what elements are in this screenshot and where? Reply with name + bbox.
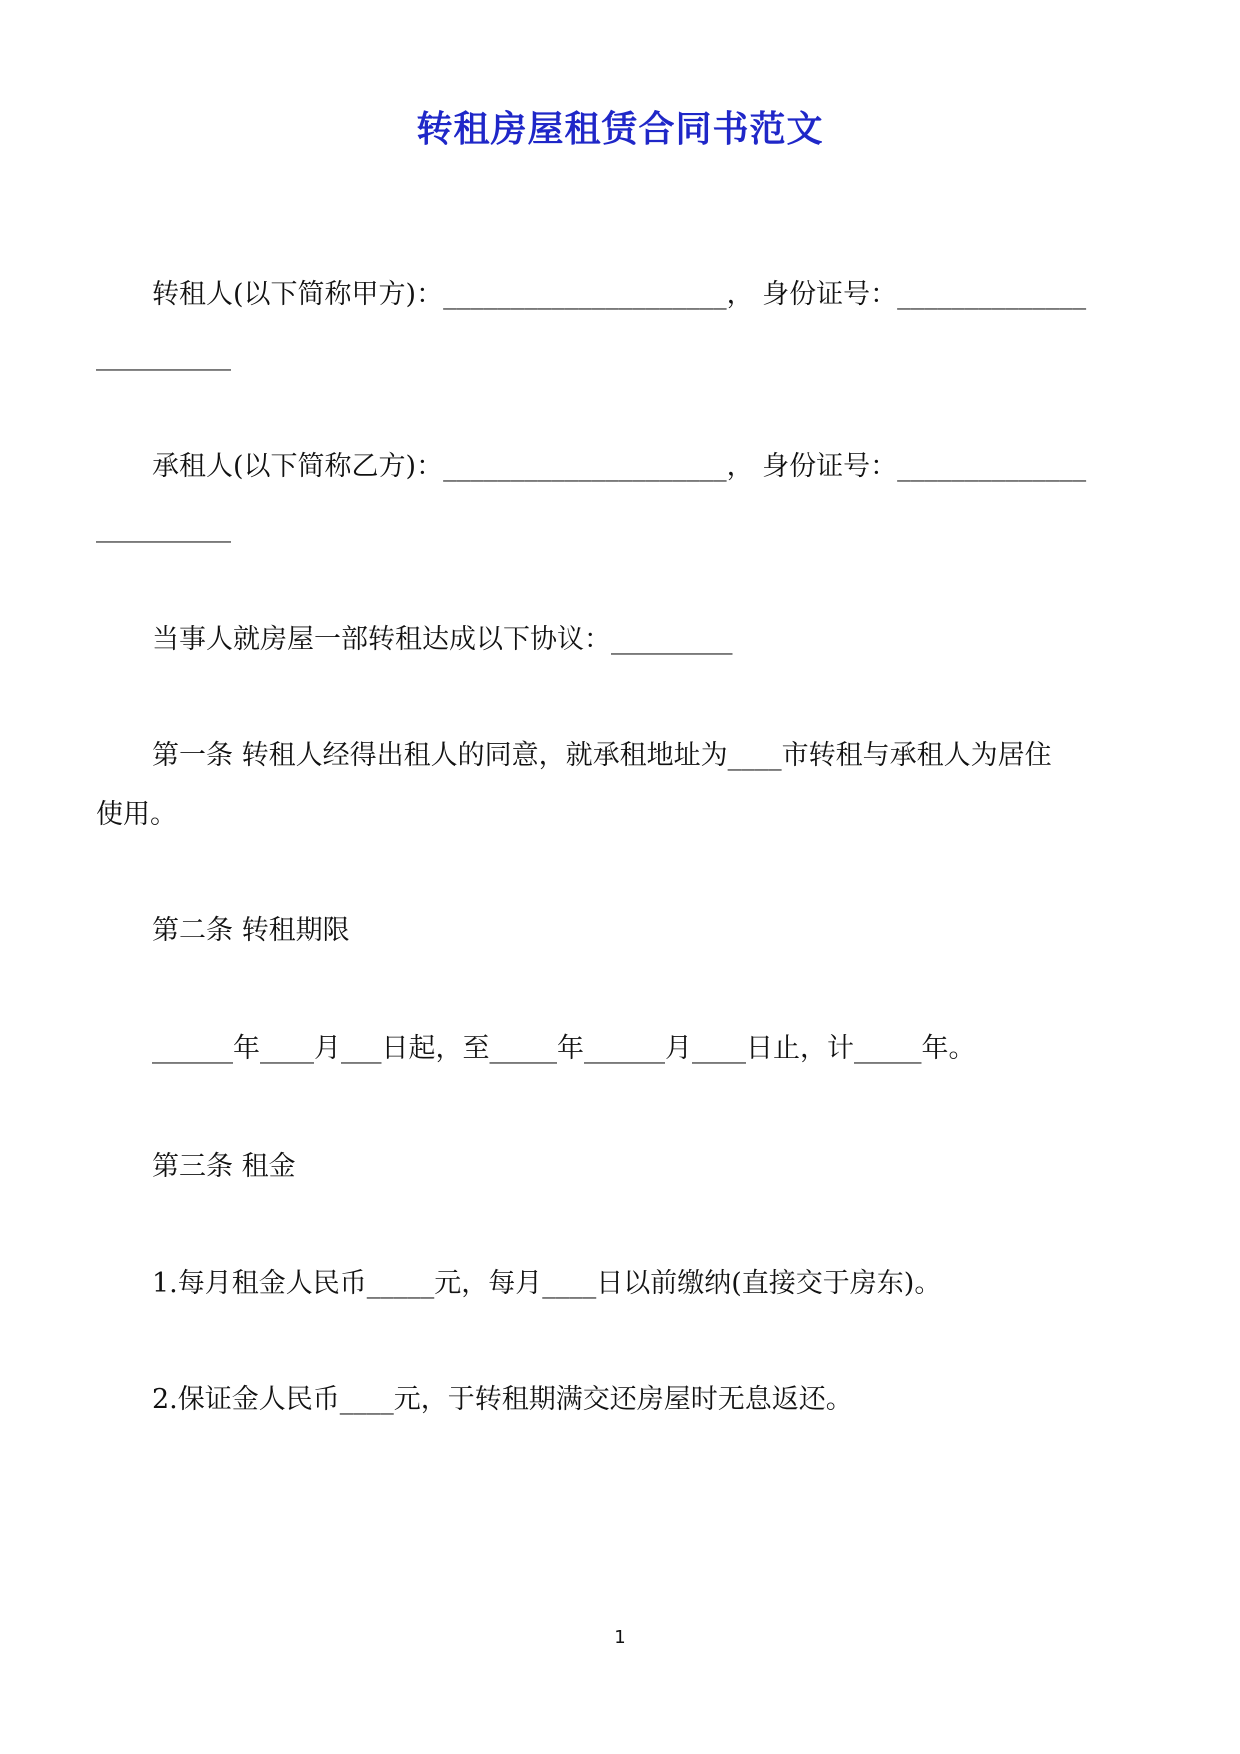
article-3-item-1: 1.每月租金人民币_____元，每月____日以前缴纳(直接交于房东)。: [152, 1268, 942, 1299]
party-a-line-continued: __________: [96, 340, 231, 371]
article-3-item-2: 2.保证金人民币____元，于转租期满交还房屋时无息返还。: [152, 1384, 853, 1415]
document-title: 转租房屋租赁合同书范文: [416, 109, 824, 150]
page-number: 1: [614, 1627, 626, 1648]
article-2-term: ______年____月___日起，至_____年______月____日止，计_____年。: [152, 1033, 976, 1064]
article-1-text: 第一条 转租人经得出租人的同意，就承租地址为____市转租与承租人为居住: [152, 740, 1052, 771]
party-b-line-continued: __________: [96, 512, 231, 543]
article-3-heading: 第三条 租金: [152, 1151, 296, 1182]
party-b-line: 承租人(以下简称乙方)：_____________________， 身份证号：______________: [152, 451, 1087, 482]
party-a-line: 转租人(以下简称甲方)：_____________________， 身份证号：______________: [152, 279, 1087, 310]
agreement-intro: 当事人就房屋一部转租达成以下协议：_________: [152, 624, 733, 655]
article-1-text-continued: 使用。: [96, 799, 177, 830]
article-2-heading: 第二条 转租期限: [152, 915, 350, 946]
